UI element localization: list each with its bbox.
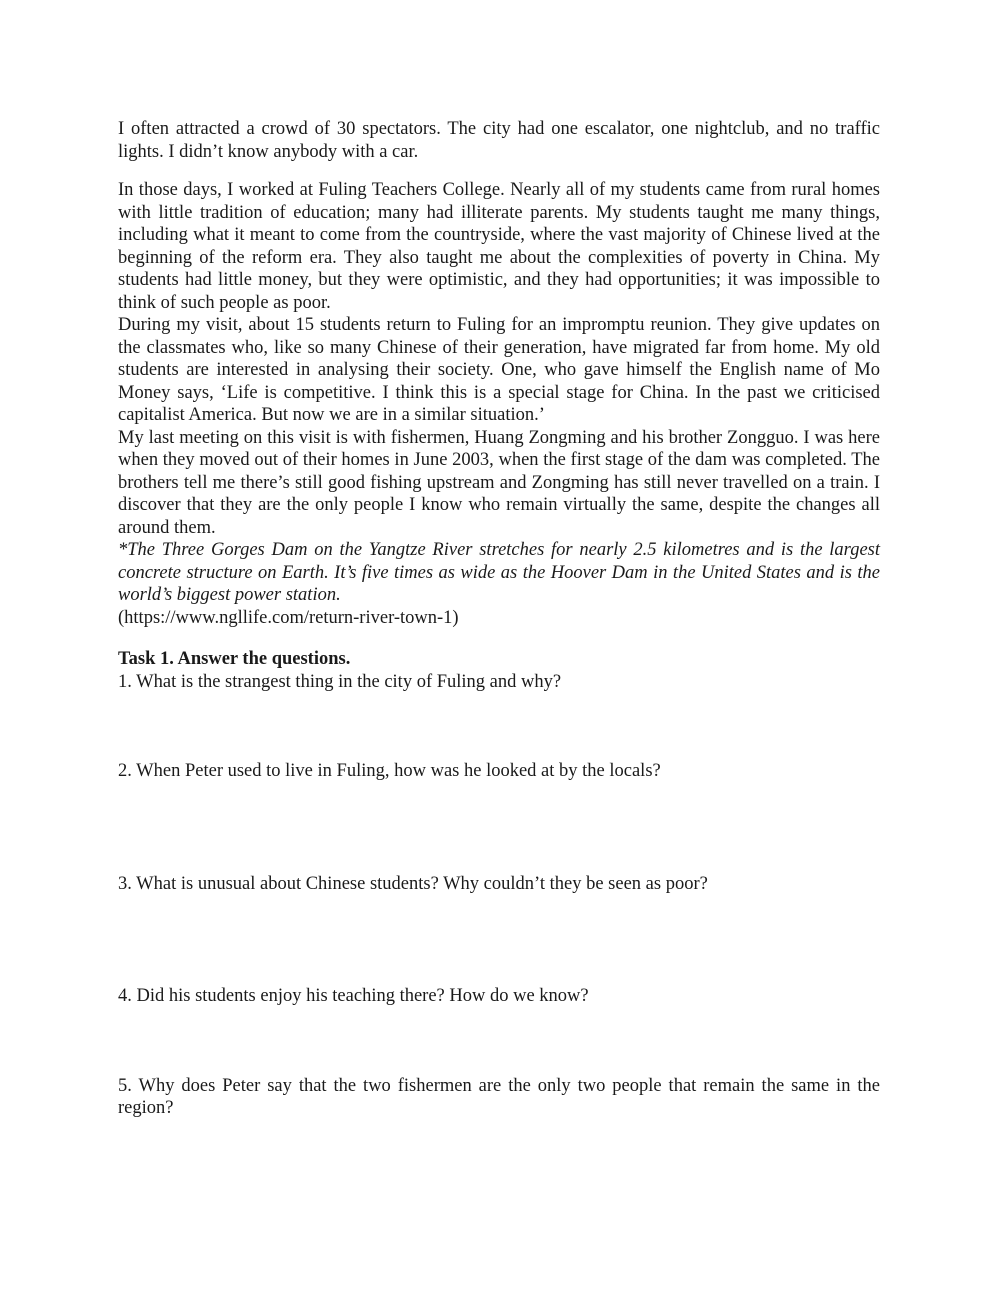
passage-paragraph-3: During my visit, about 15 students return to Fuling for an impromptu reunion. They give updates on the classmates who, like so many Chinese of their generation, have migrated far from home. My old students are interested in analysing their society. One, who gave himself the English name of Mo Money says, ‘Life is competitive. I think this is a special stage for China. In the past we criticised capitalist America. But now we are in a similar situation.’ [118,315,880,425]
question-5: 5. Why does Peter say that the two fishermen are the only two people that remain the same in the region? [118,1075,880,1118]
answer-space-3[interactable] [118,895,880,985]
question-2: 2. When Peter used to live in Fuling, how was he looked at by the locals? [118,761,661,781]
question-4: 4. Did his students enjoy his teaching there? How do we know? [118,986,589,1006]
task-heading: Task 1. Answer the questions. [118,649,351,669]
answer-space-1[interactable] [118,693,880,760]
passage-footnote: *The Three Gorges Dam on the Yangtze River stretches for nearly 2.5 kilometres and is the largest concrete structure on Earth. It’s five times as wide as the Hoover Dam in the United States and is the world’s biggest power station. [118,540,880,605]
worksheet-content [118,118,880,1120]
answer-space-4[interactable] [118,1008,880,1075]
passage-paragraph-1: I often attracted a crowd of 30 spectators. The city had one escalator, one nightclub, and no traffic lights. I didn’t know anybody with a car. [118,119,880,162]
passage-paragraph-2: In those days, I worked at Fuling Teachers College. Nearly all of my students came from rural homes with little tradition of education; many had illiterate parents. My students taught me many things, including what it meant to come from the countryside, where the vast majority of Chinese lived at the beginning of the reform era. They also taught me about the complexities of poverty in China. My students had little money, but they were optimistic, and they had opportunities; it was impossible to think of such people as poor. [118,180,880,313]
question-3: 3. What is unusual about Chinese students? Why couldn’t they be seen as poor? [118,873,708,894]
passage-paragraph-4: My last meeting on this visit is with fishermen, Huang Zongming and his brother Zongguo. I was here when they moved out of their homes in June 2003, when the first stage of the dam was completed. The brothers tell me there’s still good fishing upstream and Zongming has still never travelled on a train. I discover that they are the only people I know who remain virtually the same, despite the changes all around them. [118,427,880,538]
answer-space-2[interactable] [118,783,880,873]
question-1: 1. What is the strangest thing in the city of Fuling and why? [118,671,562,692]
passage-source-link: (https://www.ngllife.com/return-river-town-1) [118,607,459,628]
